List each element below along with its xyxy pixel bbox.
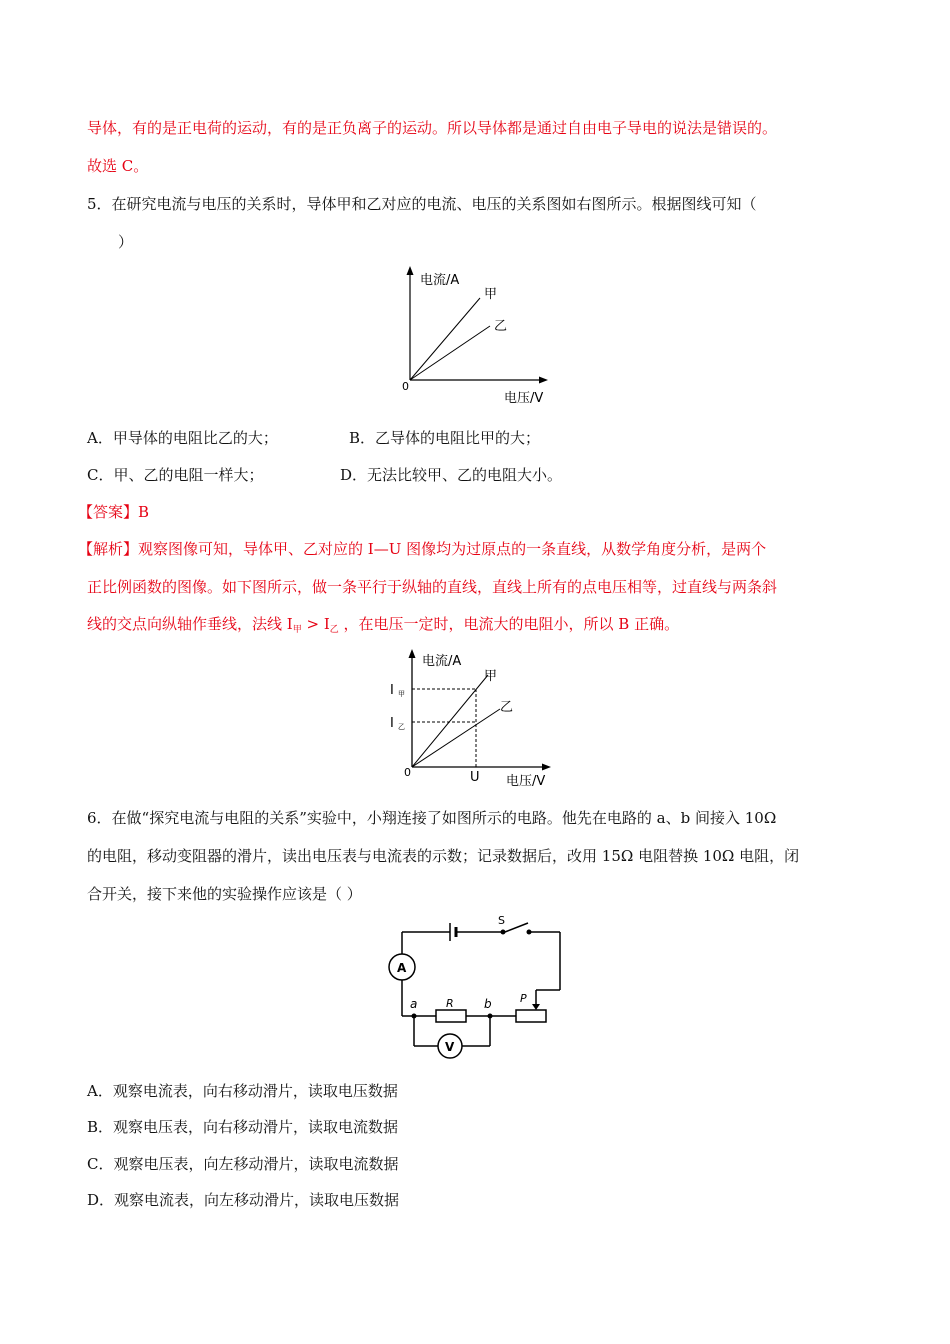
line-yi bbox=[410, 326, 490, 380]
slider-label: P bbox=[520, 992, 527, 1005]
voltmeter-label: V bbox=[445, 1040, 455, 1054]
graph1-label-yi: 乙 bbox=[494, 319, 508, 334]
q6-stem-line-1: 6．在做“探究电流与电阻的关系”实验中，小翔连接了如图所示的电路。他先在电路的 a、b 间接入 10Ω bbox=[87, 809, 777, 827]
q4-explanation-line-1: 导体，有的是正电荷的运动，有的是正负离子的运动。所以导体都是通过自由电子导电的说法是错误的。 bbox=[87, 119, 778, 137]
q5-stem-line-2: ） bbox=[118, 233, 134, 251]
graph2-ylabel: 电流/A bbox=[422, 654, 462, 669]
q5-stem-line-1: 5．在研究电流与电压的关系时，导体甲和乙对应的电流、电压的关系图如右图所示。根据图线可知（ bbox=[87, 195, 757, 213]
q5-option-d: D．无法比较甲、乙的电阻大小。 bbox=[340, 466, 563, 484]
graph2-i-jia-sub: 甲 bbox=[398, 690, 405, 698]
ammeter-label: A bbox=[397, 961, 407, 975]
q5-explanation-graph bbox=[380, 645, 570, 794]
graph2-u: U bbox=[470, 770, 480, 785]
explanation-text-1: 观察图像可知，导体甲、乙对应的 I—U 图像均为过原点的一条直线，从数学角度分析，是两个 bbox=[138, 540, 767, 558]
graph2-xlabel: 电压/V bbox=[506, 774, 546, 789]
graph2-i-jia: I bbox=[390, 683, 394, 698]
q6-circuit-diagram bbox=[380, 910, 580, 1064]
q6-option-c: C．观察电压表，向左移动滑片，读取电流数据 bbox=[87, 1155, 399, 1173]
q5-explanation-line-2: 正比例函数的图像。如下图所示，做一条平行于纵轴的直线，直线上所有的点电压相等，过直线与两条斜 bbox=[87, 578, 778, 596]
q5-explanation-line-3 bbox=[87, 614, 679, 637]
expl3-sub-jia: 甲 bbox=[292, 625, 302, 635]
q5-explanation-line-1 bbox=[78, 539, 766, 559]
graph2-label-yi: 乙 bbox=[500, 700, 514, 715]
graph2-i-yi-sub: 乙 bbox=[398, 723, 405, 731]
q5-option-c: C．甲、乙的电阻一样大； bbox=[87, 466, 264, 484]
q6-stem-line-2: 的电阻，移动变阻器的滑片，读出电压表与电流表的示数；记录数据后，改用 15Ω 电阻替换 10Ω 电阻，闭 bbox=[87, 847, 800, 865]
line-jia bbox=[410, 298, 480, 380]
expl3-sub-yi: 乙 bbox=[329, 625, 339, 635]
q5-answer: 【答案】B bbox=[78, 503, 150, 521]
expl3-part-b: > I bbox=[301, 615, 330, 633]
graph1-origin: 0 bbox=[402, 380, 409, 393]
q4-explanation-line-2: 故选 C。 bbox=[87, 157, 149, 175]
line-yi bbox=[412, 709, 500, 767]
explanation-tag: 【解析】 bbox=[78, 540, 139, 558]
q6-option-d: D．观察电流表，向左移动滑片，读取电压数据 bbox=[87, 1191, 400, 1209]
expl3-part-a: 线的交点向纵轴作垂线，法线 I bbox=[87, 615, 293, 633]
expl3-part-c: ，在电压一定时，电流大的电阻小，所以 B 正确。 bbox=[338, 615, 680, 633]
graph2-origin: 0 bbox=[404, 766, 411, 779]
graph2-i-yi: I bbox=[390, 716, 394, 731]
point-b-label: b bbox=[484, 997, 492, 1011]
switch-label: S bbox=[498, 914, 505, 927]
q5-iu-graph bbox=[380, 262, 560, 414]
graph1-ylabel: 电流/A bbox=[420, 273, 460, 288]
graph1-label-jia: 甲 bbox=[484, 287, 498, 302]
q6-stem-line-3: 合开关，接下来他的实验操作应该是（ ） bbox=[87, 885, 362, 903]
q6-option-a: A．观察电流表，向右移动滑片，读取电压数据 bbox=[87, 1082, 398, 1100]
graph2-label-jia: 甲 bbox=[484, 669, 498, 684]
point-a-label: a bbox=[410, 997, 418, 1011]
q6-option-b: B．观察电压表，向右移动滑片，读取电流数据 bbox=[87, 1118, 399, 1136]
q5-option-a: A．甲导体的电阻比乙的大； bbox=[87, 429, 278, 447]
q5-option-b: B．乙导体的电阻比甲的大； bbox=[349, 429, 541, 447]
resistor-label: R bbox=[446, 997, 454, 1010]
graph1-xlabel: 电压/V bbox=[504, 391, 544, 406]
